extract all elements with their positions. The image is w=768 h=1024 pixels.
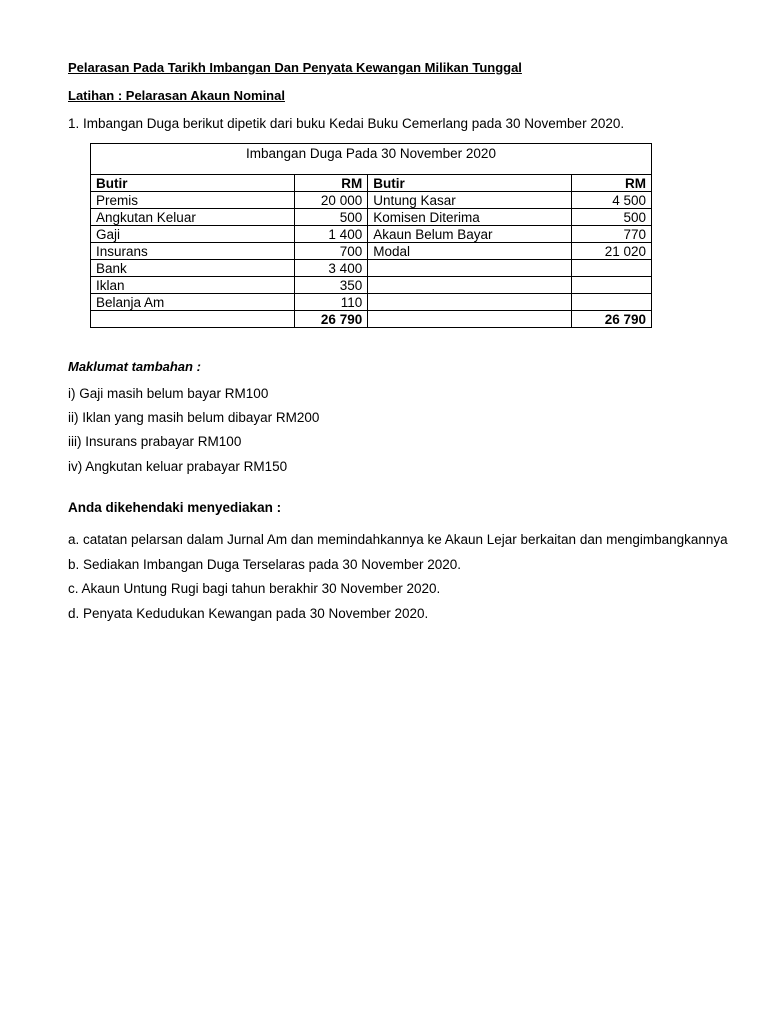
requirement-item: d. Penyata Kedudukan Kewangan pada 30 November 2020. bbox=[68, 606, 429, 621]
right-amount: 4 500 bbox=[571, 192, 651, 209]
right-item: Akaun Belum Bayar bbox=[368, 226, 571, 243]
table-row bbox=[91, 192, 651, 209]
requirements-heading: Anda dikehendaki menyediakan : bbox=[68, 500, 282, 515]
trial-balance-caption: Imbangan Duga Pada 30 November 2020 bbox=[246, 146, 496, 161]
table-row bbox=[91, 260, 651, 277]
right-item bbox=[368, 294, 571, 311]
additional-info-item: ii) Iklan yang masih belum dibayar RM200 bbox=[68, 410, 320, 425]
left-amount: 1 400 bbox=[294, 226, 367, 243]
right-item: Komisen Diterima bbox=[368, 209, 571, 226]
header-amount-left: RM bbox=[294, 175, 367, 192]
left-amount: 20 000 bbox=[294, 192, 367, 209]
left-item: Premis bbox=[91, 192, 294, 209]
total-label-right bbox=[368, 311, 571, 328]
total-amount-right: 26 790 bbox=[571, 311, 651, 328]
right-amount: 770 bbox=[571, 226, 651, 243]
right-amount: 21 020 bbox=[571, 243, 651, 260]
table-row bbox=[91, 277, 651, 294]
right-item: Untung Kasar bbox=[368, 192, 571, 209]
right-amount bbox=[571, 260, 651, 277]
header-amount-right: RM bbox=[571, 175, 651, 192]
document-title: Pelarasan Pada Tarikh Imbangan Dan Penyata Kewangan Milikan Tunggal bbox=[68, 60, 522, 75]
requirement-item: a. catatan pelarsan dalam Jurnal Am dan memindahkannya ke Akaun Lejar berkaitan dan mengimbangkannya bbox=[68, 532, 728, 547]
total-label-left bbox=[91, 311, 294, 328]
left-amount: 110 bbox=[294, 294, 367, 311]
table-total-row bbox=[91, 311, 651, 328]
total-amount-left: 26 790 bbox=[294, 311, 367, 328]
left-item: Gaji bbox=[91, 226, 294, 243]
question-text: 1. Imbangan Duga berikut dipetik dari buku Kedai Buku Cemerlang pada 30 November 2020. bbox=[68, 116, 625, 131]
right-item bbox=[368, 260, 571, 277]
header-item-right: Butir bbox=[368, 175, 571, 192]
table-header-row bbox=[91, 175, 651, 192]
trial-balance-grid bbox=[91, 174, 651, 327]
left-amount: 3 400 bbox=[294, 260, 367, 277]
left-amount: 500 bbox=[294, 209, 367, 226]
table-row bbox=[91, 226, 651, 243]
left-amount: 700 bbox=[294, 243, 367, 260]
right-amount bbox=[571, 277, 651, 294]
table-row bbox=[91, 243, 651, 260]
additional-info-heading: Maklumat tambahan : bbox=[68, 359, 201, 374]
left-item: Insurans bbox=[91, 243, 294, 260]
header-item-left: Butir bbox=[91, 175, 294, 192]
requirement-item: c. Akaun Untung Rugi bagi tahun berakhir 30 November 2020. bbox=[68, 581, 441, 596]
trial-balance-table bbox=[90, 143, 652, 328]
additional-info-item: iv) Angkutan keluar prabayar RM150 bbox=[68, 459, 288, 474]
left-item: Belanja Am bbox=[91, 294, 294, 311]
requirement-item: b. Sediakan Imbangan Duga Terselaras pada 30 November 2020. bbox=[68, 557, 462, 572]
additional-info-item: iii) Insurans prabayar RM100 bbox=[68, 434, 242, 449]
left-amount: 350 bbox=[294, 277, 367, 294]
left-item: Angkutan Keluar bbox=[91, 209, 294, 226]
right-amount: 500 bbox=[571, 209, 651, 226]
additional-info-item: i) Gaji masih belum bayar RM100 bbox=[68, 386, 269, 401]
right-item: Modal bbox=[368, 243, 571, 260]
left-item: Bank bbox=[91, 260, 294, 277]
left-item: Iklan bbox=[91, 277, 294, 294]
table-row bbox=[91, 209, 651, 226]
exercise-subtitle: Latihan : Pelarasan Akaun Nominal bbox=[68, 88, 285, 103]
right-amount bbox=[571, 294, 651, 311]
right-item bbox=[368, 277, 571, 294]
table-row bbox=[91, 294, 651, 311]
